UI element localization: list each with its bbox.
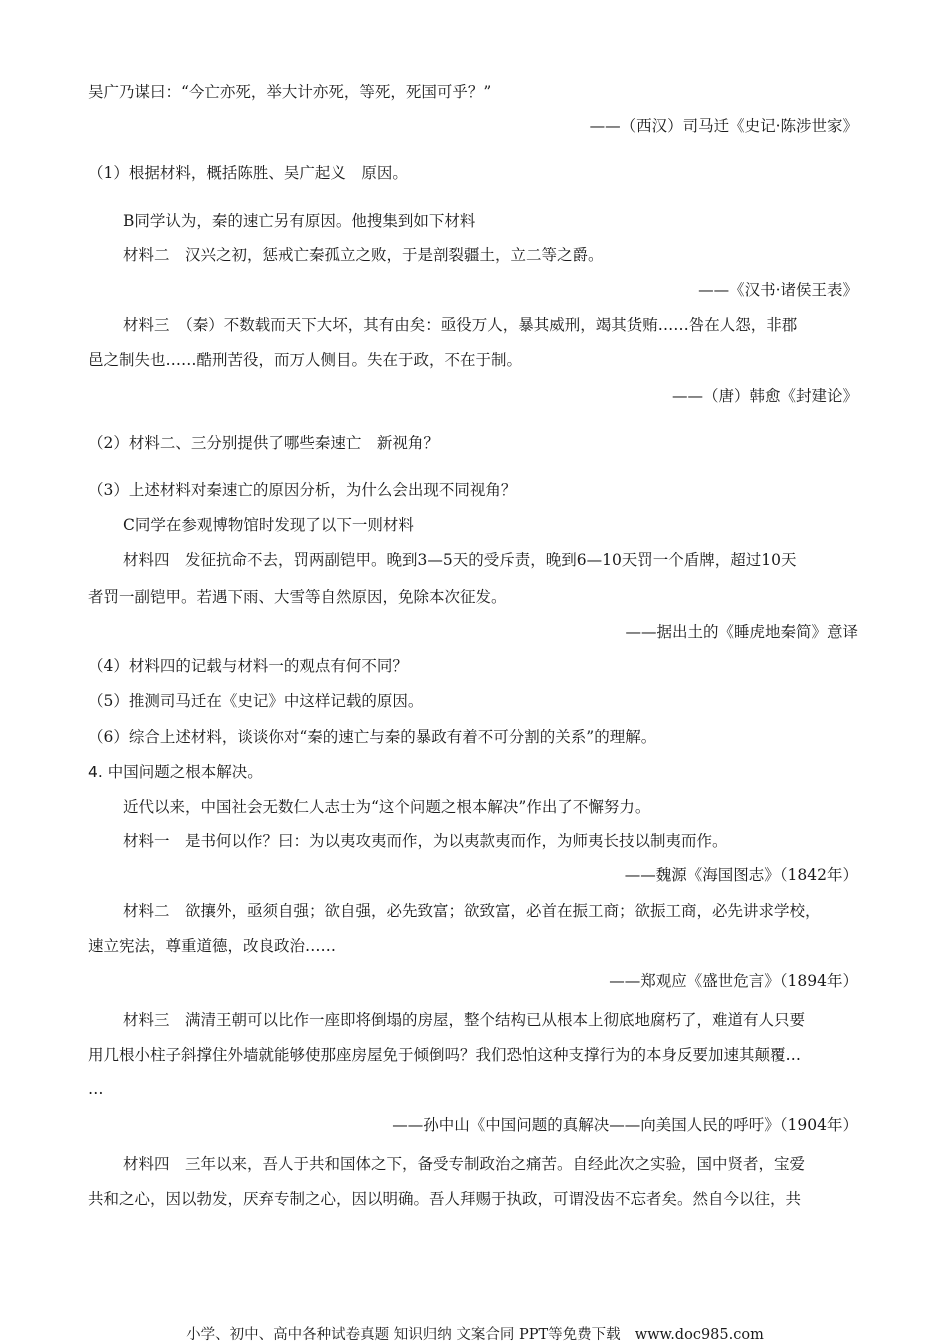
material-4: 材料四 发征抗命不去，罚两副铠甲。晚到3—5天的受斥责，晚到6—10天罚一个盾牌，超过10天 [123, 551, 797, 569]
question-2: （2）材料二、三分别提供了哪些秦速亡 新视角？ [88, 434, 439, 452]
question-1: （1）根据材料，概括陈胜、吴广起义 原因。 [88, 164, 408, 182]
p4-material-4-cont: 共和之心，因以勃发，厌弃专制之心，因以明确。吾人拜赐于执政，可谓没齿不忘者矣。然自今以往，共 [88, 1190, 802, 1208]
intro-b: B同学认为，秦的速亡另有原因。他搜集到如下材料 [123, 212, 476, 230]
footer-link[interactable]: www.doc985.com [634, 1327, 764, 1343]
page-footer [0, 1323, 950, 1344]
citation: ——《汉书·诸侯王表》 [698, 281, 858, 299]
quote-line: 吴广乃谋曰：“今亡亦死，举大计亦死，等死，死国可乎？” [88, 83, 492, 101]
p4-material-2: 材料二 欲攘外，亟须自强；欲自强，必先致富；欲致富，必首在振工商；欲振工商，必先讲求学校， [123, 902, 821, 920]
citation: ——（唐）韩愈《封建论》 [671, 387, 858, 405]
citation: ——魏源《海国图志》（1842年） [624, 866, 858, 884]
question-6: （6）综合上述材料，谈谈你对“秦的速亡与秦的暴政有着不可分割的关系”的理解。 [88, 728, 657, 746]
p4-material-1: 材料一 是书何以作？曰：为以夷攻夷而作，为以夷款夷而作，为师夷长技以制夷而作。 [123, 832, 728, 850]
problem-4-intro: 近代以来，中国社会无数仁人志士为“这个问题之根本解决”作出了不懈努力。 [123, 798, 651, 816]
p4-material-3-cont: 用几根小柱子斜撑住外墙就能够使那座房屋免于倾倒吗？我们恐怕这种支撑行为的本身反要加速其颠覆… [88, 1046, 802, 1064]
citation: ——（西汉）司马迁《史记·陈涉世家》 [589, 117, 858, 135]
question-4: （4）材料四的记载与材料一的观点有何不同？ [88, 657, 408, 675]
material-2: 材料二 汉兴之初，惩戒亡秦孤立之败，于是剖裂疆土，立二等之爵。 [123, 246, 604, 264]
p4-material-3-cont: … [88, 1080, 104, 1098]
material-3-cont: 邑之制失也……酷刑苦役，而万人侧目。失在于政，不在于制。 [88, 351, 523, 369]
material-4-cont: 者罚一副铠甲。若遇下雨、大雪等自然原因，免除本次征发。 [88, 588, 507, 606]
problem-4-title: 4. 中国问题之根本解决。 [88, 763, 263, 781]
intro-c: C同学在参观博物馆时发现了以下一则材料 [123, 516, 414, 534]
p4-material-3: 材料三 满清王朝可以比作一座即将倒塌的房屋，整个结构已从根本上彻底地腐朽了，难道有人只要 [123, 1011, 806, 1029]
p4-material-2-cont: 速立宪法，尊重道德，改良政治…… [88, 937, 337, 955]
p4-material-4: 材料四 三年以来，吾人于共和国体之下，备受专制政治之痛苦。自经此次之实验，国中贤者，宝爱 [123, 1155, 806, 1173]
question-3: （3）上述材料对秦速亡的原因分析，为什么会出现不同视角？ [88, 481, 517, 499]
question-5: （5）推测司马迁在《史记》中这样记载的原因。 [88, 692, 424, 710]
citation: ——郑观应《盛世危言》（1894年） [609, 972, 858, 990]
material-3: 材料三 （秦）不数载而天下大坏，其有由矣：亟役万人，暴其威刑，竭其货贿……咎在人怨，非郡 [123, 316, 798, 334]
footer-text: 小学、初中、高中各种试卷真题 知识归纳 文案合同 PPT等免费下载 [186, 1327, 621, 1343]
citation: ——据出土的《睡虎地秦简》意译 [625, 623, 858, 641]
citation: ——孙中山《中国问题的真解决——向美国人民的呼吁》（1904年） [392, 1116, 858, 1134]
